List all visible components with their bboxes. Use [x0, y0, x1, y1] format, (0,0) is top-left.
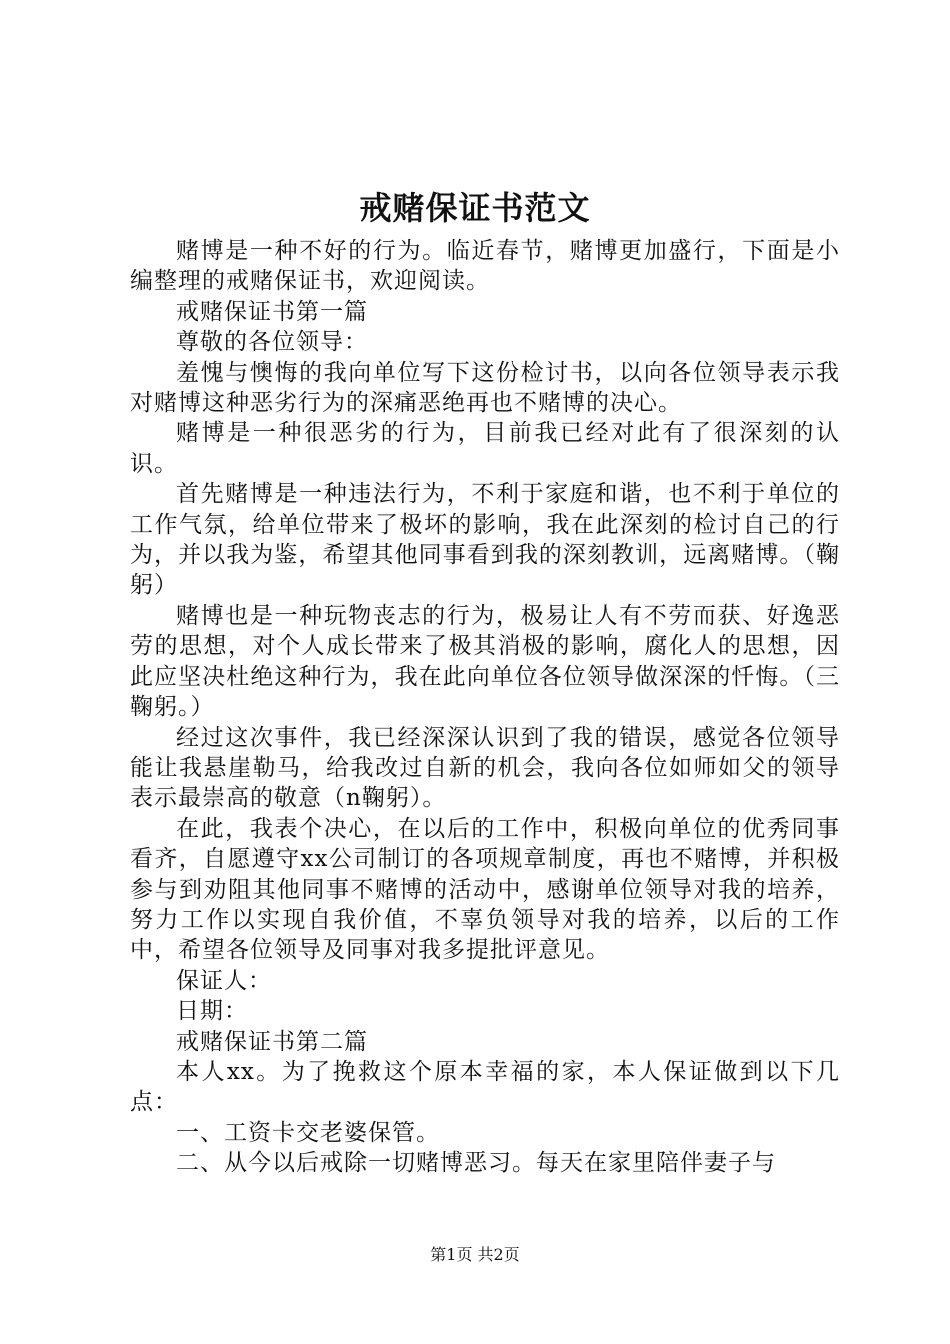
paragraph: 赌博是一种很恶劣的行为，目前我已经对此有了很深刻的认识。 [130, 420, 840, 477]
section-heading-1: 戒赌保证书第一篇 [176, 298, 368, 325]
guarantor-line: 保证人： [176, 967, 272, 994]
page-number: 第1页 共2页 [430, 1245, 520, 1264]
paragraph-intro: 赌博是一种不好的行为。临近春节，赌博更加盛行，下面是小编整理的戒赌保证书，欢迎阅读。 [130, 238, 840, 295]
paragraph: 赌博也是一种玩物丧志的行为，极易让人有不劳而获、好逸恶劳的思想，对个人成长带来了极其消极的影响，腐化人的思想，因此应坚决杜绝这种行为，我在此向单位各位领导做深深的忏悔。（三鞠躬。） [130, 602, 840, 721]
paragraph: 在此，我表个决心，在以后的工作中，积极向单位的优秀同事看齐，自愿遵守xx公司制订的各项规章制度，再也不赌博，并积极参与到劝阻其他同事不赌博的活动中，感谢单位领导对我的培养，努力工作以实现自我价值，不辜负领导对我的培养，以后的工作中，希望各位领导及同事对我多提批评意见。 [130, 815, 840, 964]
list-item: 一、工资卡交老婆保管。 [176, 1119, 440, 1146]
section-heading-2: 戒赌保证书第二篇 [176, 1028, 368, 1055]
paragraph: 羞愧与懊悔的我向单位写下这份检讨书，以向各位领导表示我对赌博这种恶劣行为的深痛恶绝再也不赌博的决心。 [130, 359, 840, 417]
paragraph: 本人xx。为了挽救这个原本幸福的家，本人保证做到以下几点： [130, 1058, 840, 1116]
paragraph: 首先赌博是一种违法行为，不利于家庭和谐，也不利于单位的工作气氛，给单位带来了极坏的影响，我在此深刻的检讨自己的行为，并以我为鉴，希望其他同事看到我的深刻教训，远离赌博。（鞠躬） [130, 481, 840, 599]
list-item: 二、从今以后戒除一切赌博恶习。每天在家里陪伴妻子与 [176, 1150, 776, 1177]
date-line: 日期： [176, 998, 248, 1025]
document-title: 戒赌保证书范文 [359, 189, 591, 227]
paragraph: 经过这次事件，我已经深深认识到了我的错误，感觉各位领导能让我悬崖勒马，给我改过自新的机会，我向各位如师如父的领导表示最崇高的敬意（n鞠躬）。 [130, 724, 840, 812]
salutation: 尊敬的各位领导： [176, 329, 368, 356]
document-body [130, 236, 840, 1179]
